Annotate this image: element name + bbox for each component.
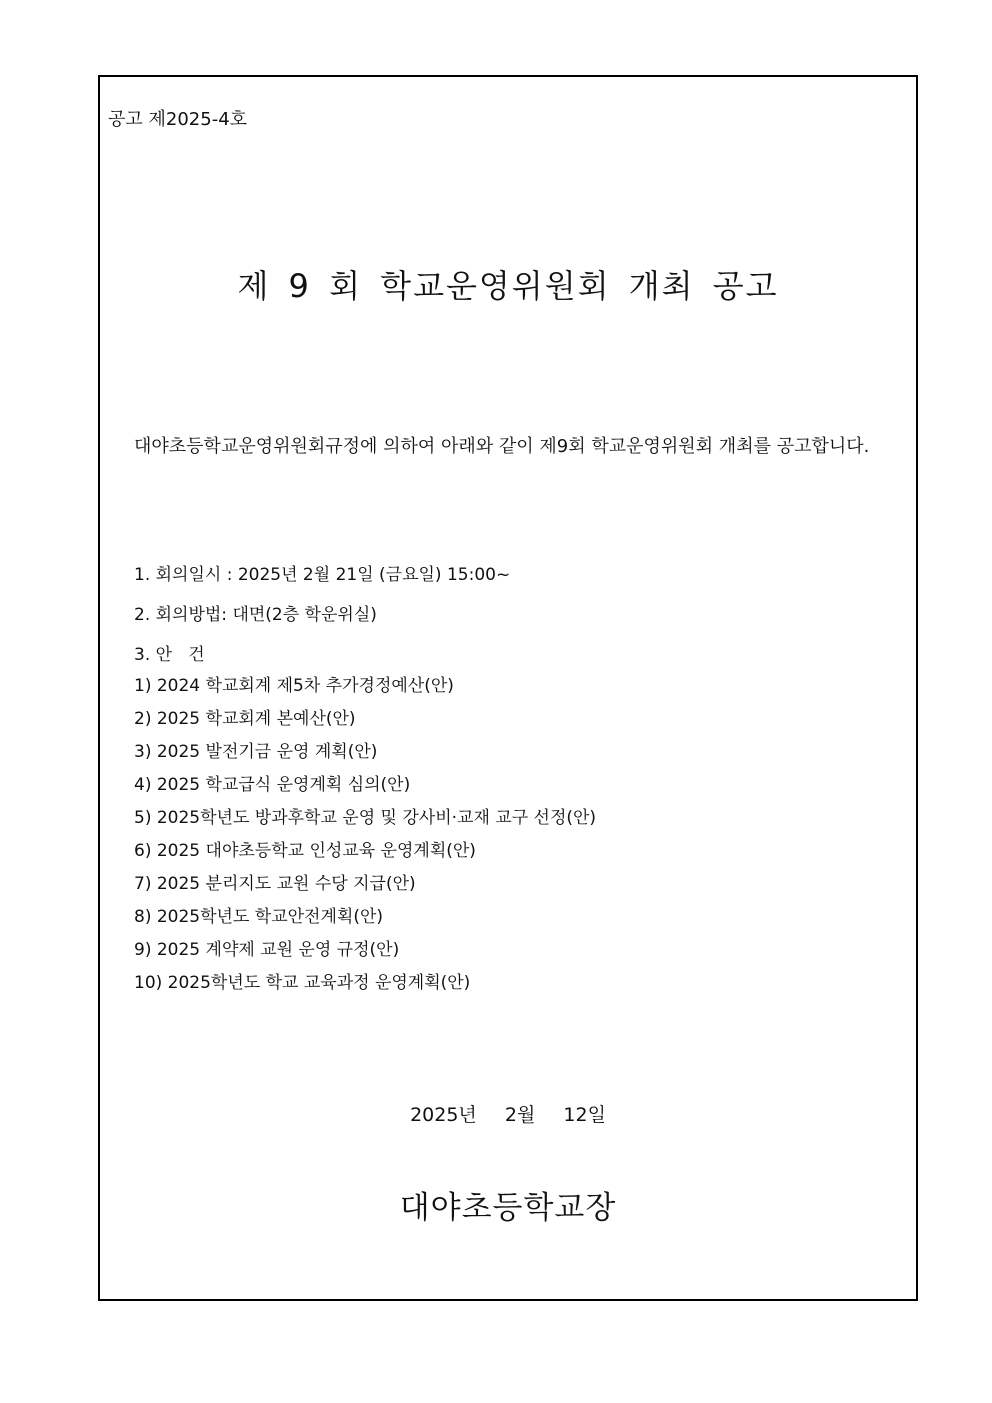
issuer-signature: 대야초등학교장 — [399, 1190, 617, 1226]
agenda-item: 9) 2025 계약제 교원 운영 규정(안) — [134, 940, 400, 960]
agenda-item: 7) 2025 분리지도 교원 수당 지급(안) — [134, 874, 416, 894]
agenda-item: 2) 2025 학교회계 본예산(안) — [134, 709, 356, 729]
agenda-item: 3) 2025 발전기금 운영 계획(안) — [134, 742, 378, 762]
agenda-item: 8) 2025학년도 학교안전계획(안) — [134, 907, 384, 927]
intro-paragraph: 대야초등학교운영위원회규정에 의하여 아래와 같이 제9회 학교운영위원회 개최를 공고합니다. — [134, 436, 870, 457]
agenda-item: 4) 2025 학교급식 운영계획 심의(안) — [134, 775, 411, 795]
meeting-datetime: 1. 회의일시 : 2025년 2월 21일 (금요일) 15:00~ — [134, 565, 511, 585]
agenda-item: 1) 2024 학교회계 제5차 추가경정예산(안) — [134, 676, 454, 696]
meeting-method: 2. 회의방법: 대면(2층 학운위실) — [134, 605, 377, 625]
notice-number: 공고 제2025-4호 — [108, 109, 248, 130]
agenda-heading: 3. 안 건 — [134, 645, 205, 665]
notice-date: 2025년 2월 12일 — [410, 1104, 606, 1126]
document-title: 제 9 회 학교운영위원회 개최 공고 — [237, 267, 779, 305]
agenda-item: 5) 2025학년도 방과후학교 운영 및 강사비·교재 교구 선정(안) — [134, 808, 597, 828]
agenda-item: 10) 2025학년도 학교 교육과정 운영계획(안) — [134, 973, 471, 993]
agenda-item: 6) 2025 대야초등학교 인성교육 운영계획(안) — [134, 841, 476, 861]
